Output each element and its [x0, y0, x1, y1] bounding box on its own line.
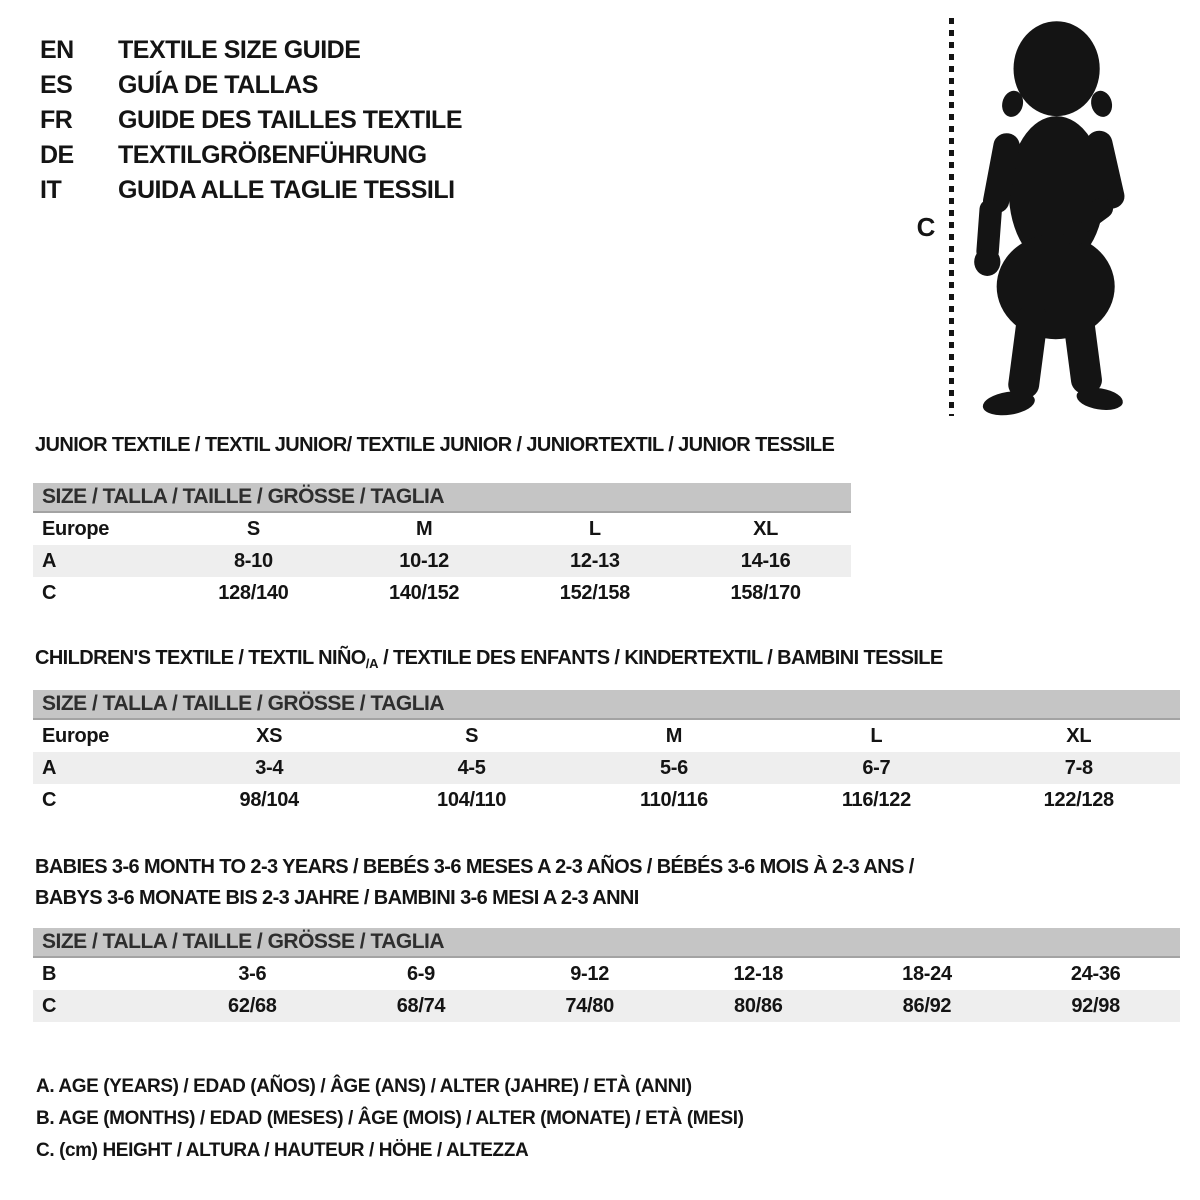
junior-size-table — [33, 483, 851, 609]
row-label: A — [42, 756, 57, 779]
language-code: DE — [40, 141, 74, 169]
babies-table — [33, 958, 1180, 1022]
size-cell: XS — [256, 724, 283, 747]
babies-title-line2-text: BABYS 3-6 MONATE BIS 2-3 JAHRE / BAMBINI 3-6 MESI A 2-3 ANNI — [35, 887, 639, 909]
language-row-fr — [40, 103, 462, 138]
guide-title-de: TEXTILGRÖßENFÜHRUNG — [118, 141, 427, 169]
height-cell: 80/86 — [734, 994, 783, 1017]
note-age-months: B. AGE (MONTHS) / EDAD (MESES) / ÂGE (MOIS) / ALTER (MONATE) / ETÀ (MESI) — [36, 1108, 744, 1129]
guide-title-fr: GUIDE DES TAILLES TEXTILE — [118, 106, 463, 134]
babies-months-row — [33, 958, 1180, 990]
children-table — [33, 720, 1180, 816]
babies-section-title-line1 — [35, 855, 914, 879]
language-code: FR — [40, 106, 73, 134]
babies-size-table — [33, 928, 1180, 1022]
size-cell: M — [665, 724, 683, 747]
babies-title-line1-text: BABIES 3-6 MONTH TO 2-3 YEARS / BEBÉS 3-6 MESES A 2-3 AÑOS / BÉBÉS 3-6 MOIS À 2-3 ANS / — [35, 856, 914, 878]
language-code: ES — [40, 71, 73, 99]
junior-section-title — [35, 433, 834, 457]
size-cell: XL — [1066, 724, 1092, 747]
babies-height-row — [33, 990, 1180, 1022]
size-cell: M — [415, 517, 433, 540]
height-cell: 116/122 — [841, 788, 911, 811]
language-row-it — [40, 173, 462, 208]
height-measure-label: C — [916, 212, 936, 242]
size-cell: S — [246, 517, 260, 540]
junior-height-row — [33, 577, 851, 609]
age-cell: 5-6 — [659, 756, 688, 779]
months-cell: 18-24 — [902, 962, 952, 985]
note-height-cm: C. (cm) HEIGHT / ALTURA / HAUTEUR / HÖHE / ALTEZZA — [36, 1140, 529, 1161]
language-code: IT — [40, 176, 62, 204]
language-title-list — [40, 33, 462, 208]
months-cell: 6-9 — [406, 962, 435, 985]
row-label: A — [42, 549, 57, 572]
guide-title-es: GUÍA DE TALLAS — [118, 71, 318, 99]
age-cell: 4-5 — [457, 756, 486, 779]
language-code: EN — [40, 36, 74, 64]
babies-section-title-line2 — [35, 886, 639, 910]
children-title-prefix: CHILDREN'S TEXTILE / TEXTIL NIÑO — [35, 647, 366, 669]
height-dotted-line — [949, 18, 954, 416]
language-row-es — [40, 68, 462, 103]
row-label: C — [42, 581, 57, 604]
size-cell: XL — [753, 517, 779, 540]
legend-notes — [36, 1071, 744, 1167]
months-cell: 3-6 — [238, 962, 267, 985]
language-row-de — [40, 138, 462, 173]
months-cell: 9-12 — [570, 962, 610, 985]
age-cell: 6-7 — [862, 756, 891, 779]
height-cell: 62/68 — [228, 994, 277, 1017]
height-cell: 140/152 — [389, 581, 460, 604]
junior-size-header-bar: SIZE / TALLA / TAILLE / GRÖSSE / TAGLIA — [33, 483, 851, 513]
height-cell: 104/110 — [437, 788, 507, 811]
junior-table — [33, 513, 851, 609]
height-cell: 122/128 — [1043, 788, 1114, 811]
months-cell: 12-18 — [733, 962, 784, 985]
row-label: C — [42, 788, 57, 811]
junior-title-text: JUNIOR TEXTILE / TEXTIL JUNIOR/ TEXTILE JUNIOR / JUNIORTEXTIL / JUNIOR TESSILE — [35, 434, 835, 456]
height-cell: 68/74 — [396, 994, 446, 1017]
age-cell: 8-10 — [233, 549, 273, 572]
children-age-row — [33, 752, 1180, 784]
height-cell: 128/140 — [218, 581, 289, 604]
height-cell: 86/92 — [902, 994, 952, 1017]
children-height-row — [33, 784, 1180, 816]
junior-europe-row — [33, 513, 851, 545]
row-label: Europe — [42, 517, 110, 540]
row-label: B — [42, 962, 57, 985]
age-cell: 12-13 — [570, 549, 620, 572]
age-cell: 14-16 — [740, 549, 791, 572]
babies-size-header-bar: SIZE / TALLA / TAILLE / GRÖSSE / TAGLIA — [33, 928, 1180, 958]
children-europe-row — [33, 720, 1180, 752]
height-cell: 158/170 — [730, 581, 801, 604]
children-title-suffix: / TEXTILE DES ENFANTS / KINDERTEXTIL / BAMBINI TESSILE — [378, 647, 943, 669]
toddler-silhouette-icon — [962, 16, 1140, 420]
children-title-sub: /A — [365, 656, 379, 671]
children-section-title — [35, 646, 943, 670]
note-age-years: A. AGE (YEARS) / EDAD (AÑOS) / ÂGE (ANS) / ALTER (JAHRE) / ETÀ (ANNI) — [36, 1076, 692, 1097]
height-cell: 110/116 — [639, 788, 708, 811]
size-cell: L — [870, 724, 883, 747]
row-label: C — [42, 994, 57, 1017]
age-cell: 7-8 — [1064, 756, 1093, 779]
size-cell: L — [588, 517, 601, 540]
age-cell: 3-4 — [255, 756, 284, 779]
months-cell: 24-36 — [1070, 962, 1121, 985]
row-label: Europe — [42, 724, 110, 747]
height-cell: 92/98 — [1071, 994, 1120, 1017]
junior-age-row — [33, 545, 851, 577]
children-size-table — [33, 690, 1180, 816]
guide-title-en: TEXTILE SIZE GUIDE — [118, 36, 361, 64]
height-cell: 74/80 — [565, 994, 614, 1017]
guide-title-it: GUIDA ALLE TAGLIE TESSILI — [118, 176, 455, 204]
height-cell: 98/104 — [239, 788, 299, 811]
children-size-header-bar: SIZE / TALLA / TAILLE / GRÖSSE / TAGLIA — [33, 690, 1180, 720]
height-cell: 152/158 — [559, 581, 630, 604]
size-cell: S — [465, 724, 479, 747]
age-cell: 10-12 — [399, 549, 449, 572]
language-row-en — [40, 33, 462, 68]
